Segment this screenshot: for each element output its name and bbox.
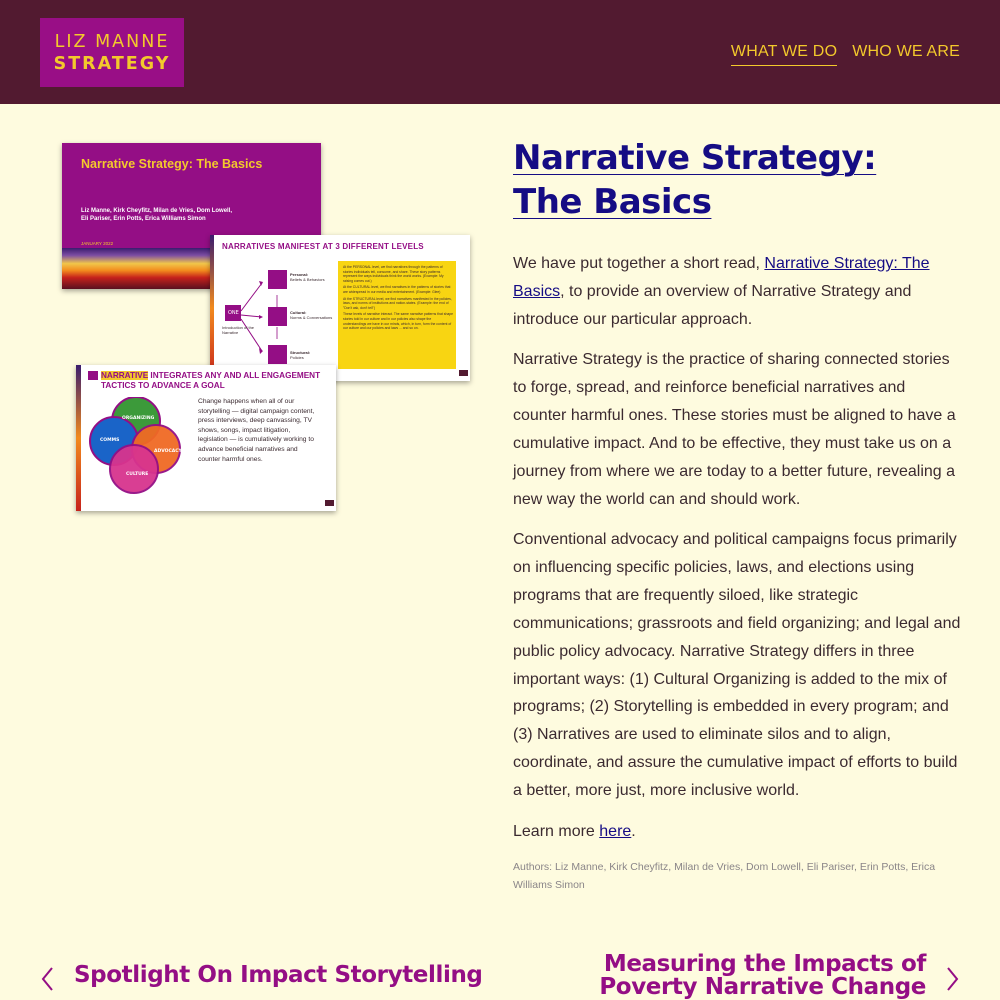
chevron-right-icon[interactable] bbox=[944, 964, 962, 994]
slide-cover-title: Narrative Strategy: The Basics bbox=[81, 157, 263, 171]
slide-cover-authors-2: Eli Pariser, Erin Potts, Erica Williams Simon bbox=[81, 216, 206, 222]
slide-engagement-stripe bbox=[76, 365, 81, 511]
slide-engagement-page-badge bbox=[325, 500, 334, 506]
learn-more-paragraph: Learn more here. bbox=[513, 823, 636, 840]
learn-more-link[interactable]: here bbox=[599, 823, 632, 840]
personal-label: Personal: Beliefs & Behaviors bbox=[290, 272, 325, 282]
definition-paragraph: Narrative Strategy is the practice of sharing connected stories to forge, spread, and reinforce beneficial narratives and counter harmful ones. These stories must be aligned to have a cumulative impact. And to be effective, they must take us on a journey from where we are today to a better future, revealing a new way the world can and should work. bbox=[513, 351, 956, 508]
venn-label-comms: COMMS bbox=[100, 438, 120, 443]
logo-line-1: LIZ MANNE bbox=[54, 31, 170, 52]
previous-post-link[interactable]: Spotlight On Impact Storytelling bbox=[74, 962, 483, 988]
slide-engagement-title: NARRATIVE INTEGRATES ANY AND ALL ENGAGEMENT TACTICS TO ADVANCE A GOAL bbox=[101, 371, 321, 390]
slide-levels-image bbox=[210, 235, 470, 381]
venn-diagram bbox=[86, 397, 196, 507]
logo-line-2: STRATEGY bbox=[53, 53, 171, 74]
nav-who-we-are[interactable]: WHO WE ARE bbox=[852, 43, 960, 60]
chevron-left-icon[interactable] bbox=[38, 964, 56, 994]
conversation-icon bbox=[268, 307, 287, 326]
page-title: Narrative Strategy: The Basics bbox=[513, 138, 877, 222]
logo[interactable] bbox=[40, 18, 184, 87]
cultural-label: Cultural: Norms & Conversations bbox=[290, 310, 333, 320]
structural-label: Structural: Policies bbox=[290, 350, 311, 360]
nav-what-we-do[interactable]: WHAT WE DO bbox=[731, 43, 837, 66]
slide-levels-notes: At the PERSONAL level, we find narratives through the patterns of stories individuals tell, consume, and share. These story patterns represent the ways individuals think the world works. (Example: My raising comes out.) At the CULTURAL level, we find narratives in the patterns of stories that are widespread in our media and entertainment. (Example: Glee) At the STRUCTURAL level, we find narratives manifested in the policies, laws, and norms of institutions and nation-states. (Example: the end of "Don't ask, don't tell") These levels of narrative interact. The same narrative patterns that shape stories told in our culture and in our policies also shape the understandings we have in our minds, which, in turn, form the content of our culture and our policies and laws ... and so on. bbox=[343, 265, 454, 331]
comparison-paragraph: Conventional advocacy and political campaigns focus primarily on influencing specific policies, laws, and elections using programs that are frequently siloed, like strategic communications; grassroots and field organizing; and legal and public policy advocacy. Narrative Strategy differs in three important ways: (1) Cultural Organizing is added to the mix of programs; (2) Storytelling is embedded in every program; and (3) Narratives are used to eliminate silos and to align, coordinate, and assure the cumulative impact of efforts to build a better, more just, more inclusive world. bbox=[513, 531, 961, 800]
venn-label-advocacy: ADVOCACY bbox=[154, 449, 182, 454]
slide-levels-page-badge bbox=[459, 370, 468, 376]
culture-circle bbox=[110, 445, 158, 493]
slide-levels-title: NARRATIVES MANIFEST AT 3 DIFFERENT LEVELS bbox=[222, 242, 424, 251]
authors-credit: Authors: Liz Manne, Kirk Cheyfitz, Milan de Vries, Dom Lowell, Eli Pariser, Erin Potts, Erica Williams Simon bbox=[513, 861, 936, 891]
slide-cover-authors bbox=[81, 207, 281, 223]
slide-cover-authors-1: Liz Manne, Kirk Cheyfitz, Milan de Vries, Dom Lowell, bbox=[81, 208, 233, 214]
venn-label-organizing: ORGANIZING bbox=[122, 416, 155, 421]
person-icon bbox=[268, 270, 287, 289]
basics-link[interactable]: Narrative Strategy: The Basics bbox=[513, 255, 930, 300]
slide-engagement-image bbox=[76, 365, 336, 511]
svg-text:ONE: ONE bbox=[228, 310, 239, 316]
site-header bbox=[0, 0, 1000, 104]
intro-paragraph: We have put together a short read, Narrative Strategy: The Basics, to provide an overview of Narrative Strategy and introduce our particular approach. bbox=[513, 255, 930, 328]
slide-engagement-body: Change happens when all of our storytelling — digital campaign content, press interviews, deep canvassing, TV shows, songs, impact litigation, legislation — is cumulatively working to advance beneficial narratives and counter harmful ones. bbox=[198, 398, 315, 463]
building-icon bbox=[268, 345, 287, 364]
main-nav bbox=[731, 43, 960, 66]
venn-label-culture: CULTURE bbox=[126, 472, 149, 477]
arrows-icon bbox=[241, 283, 262, 351]
intro-label: Introduction of the Narrative bbox=[222, 325, 255, 335]
slide-engagement-number-badge bbox=[88, 371, 98, 380]
slide-cover-date: JANUARY 2022 bbox=[81, 241, 114, 246]
next-post-link[interactable]: Measuring the Impacts of Poverty Narrative Change bbox=[599, 951, 926, 1000]
